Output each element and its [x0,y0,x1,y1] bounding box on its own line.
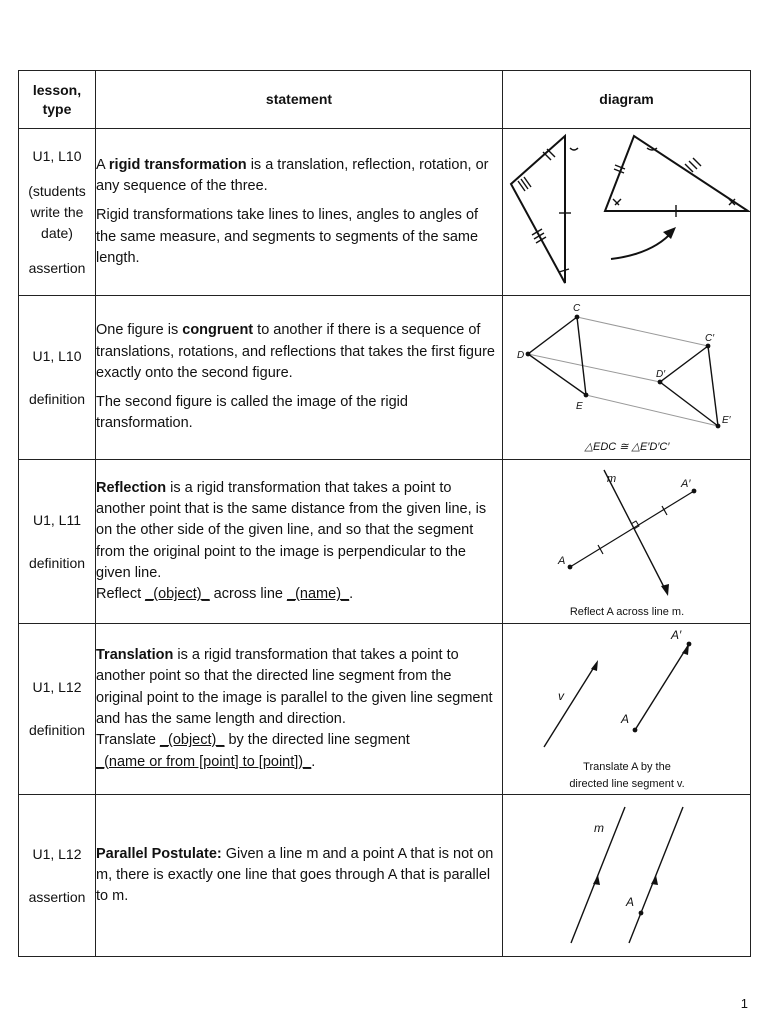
lesson-label: U1, L10 [32,347,82,364]
label-d: D [517,350,525,361]
diagram-cell [503,624,751,795]
diagram-cell [503,460,751,624]
transformations-table [18,70,751,957]
lesson-cell [19,296,96,460]
text: A [96,156,109,173]
diagram-cell [503,296,751,460]
statement-paragraph [96,478,502,606]
lesson-label: U1, L12 [32,845,82,862]
statement-paragraph: The second figure is called the image of the rigid transformation. [96,394,408,432]
congruence-diagram [503,296,750,459]
label-a-prime: A′ [671,628,682,642]
fill-blank-object[interactable]: _(object)_ [145,586,210,603]
lesson-label: U1, L11 [33,511,81,528]
fill-blank-segment[interactable]: _(name or from [point] to [point])_ [96,753,312,770]
label-e: E [576,401,583,412]
text: One figure is [96,322,183,339]
arrow-head [663,227,676,239]
rigid-transformation-diagram [503,129,750,295]
lesson-label: U1, L10 [32,147,82,164]
statement-cell [96,624,503,795]
table-row [19,795,751,957]
lesson-cell [19,129,96,296]
statement-paragraph: Rigid transformations take lines to lines, angles to angles of the same measure, and segments to segments of the same length. [96,207,479,266]
header-statement: statement [96,71,503,129]
diagram-caption-line1: Translate A by the [583,761,671,773]
text: . [311,753,316,770]
statement-paragraph [96,645,502,773]
label-d-prime: D′ [656,369,666,380]
lesson-type: definition [28,390,86,407]
term: Translation [96,647,174,664]
label-a-prime: A′ [681,478,691,490]
table-row [19,129,751,296]
reflection-diagram [503,460,750,623]
label-c-prime: C′ [705,333,715,344]
triangle-original [511,136,565,283]
header-lesson-type: lesson, type [19,71,96,129]
fill-blank-name[interactable]: _(name)_ [287,586,350,603]
text: to another if there is a sequence of translations, rotations, and reflections that takes the first figure exactly onto the second figure. [96,322,495,381]
translation-diagram [503,624,750,794]
fill-blank-object[interactable]: _(object)_ [159,732,225,749]
text: by the directed line segment [224,732,410,749]
header-row [19,71,751,129]
statement-paragraph [96,320,502,384]
lesson-type: definition [28,554,86,571]
vector-v-arrow [591,660,598,671]
text: is a rigid transformation that takes a point to another point that is the same distance from the given line, is on the other side of the given line, and so that the segment from the original point to the image is perpendicular to the given line. [96,479,487,581]
segment-a-a-prime [635,644,689,730]
lesson-cell [19,624,96,795]
header-diagram: diagram [503,71,751,129]
page-number: 1 [740,996,748,1011]
diagram-caption-line2: directed line segment v. [569,778,685,790]
statement-cell [96,129,503,296]
diagram-cell [503,129,751,296]
label-a: A [558,555,566,567]
table-row [19,624,751,795]
label-m: m [607,473,617,485]
label-a: A [626,895,635,909]
segment-a-a-prime [570,491,694,567]
text: . [349,586,354,603]
lesson-cell [19,795,96,957]
parallel-postulate-diagram [503,795,750,956]
label-e-prime: E′ [722,415,731,426]
text: is a translation, reflection, rotation, or any sequence of the three. [96,156,489,195]
table-row [19,460,751,624]
term: rigid transformation [108,156,247,173]
lesson-note: (students write the date) [28,182,86,241]
diagram-caption: △EDC ≅ △E′D′C′ [584,441,670,453]
lesson-cell [19,460,96,624]
text: Given a line m and a point A that is not on m, there is exactly one line that goes through A that is parallel to m. [96,845,494,905]
diagram-cell [503,795,751,957]
point-a [639,911,644,916]
lesson-type: assertion [28,888,86,905]
lesson-type: definition [28,722,86,738]
statement-paragraph [96,155,502,198]
label-v: v [558,689,564,703]
text: Reflect [96,586,146,603]
text: across line [209,586,288,603]
rotation-arrow [611,231,673,259]
line-m-arrow [661,584,669,596]
lesson-type: assertion [28,259,86,276]
term: Parallel Postulate: [96,845,222,862]
vector-v [544,664,596,747]
label-m: m [594,821,604,835]
table-row [19,296,751,460]
triangle-image [605,136,748,211]
text: Translate [96,732,160,749]
line-m [604,470,666,591]
diagram-caption: Reflect A across line m. [569,606,685,618]
term: congruent [182,322,254,339]
text: is a rigid transformation that takes a point to another point so that the directed line segment from the original point to the image is parallel to the given line segment and has the same length and direction. [96,647,493,727]
statement-cell [96,296,503,460]
statement-paragraph [96,844,502,908]
statement-cell [96,795,503,957]
label-a: A [621,712,630,726]
term: Reflection [96,479,167,496]
lesson-label: U1, L12 [32,679,82,695]
statement-cell [96,460,503,624]
label-c: C [573,303,581,314]
